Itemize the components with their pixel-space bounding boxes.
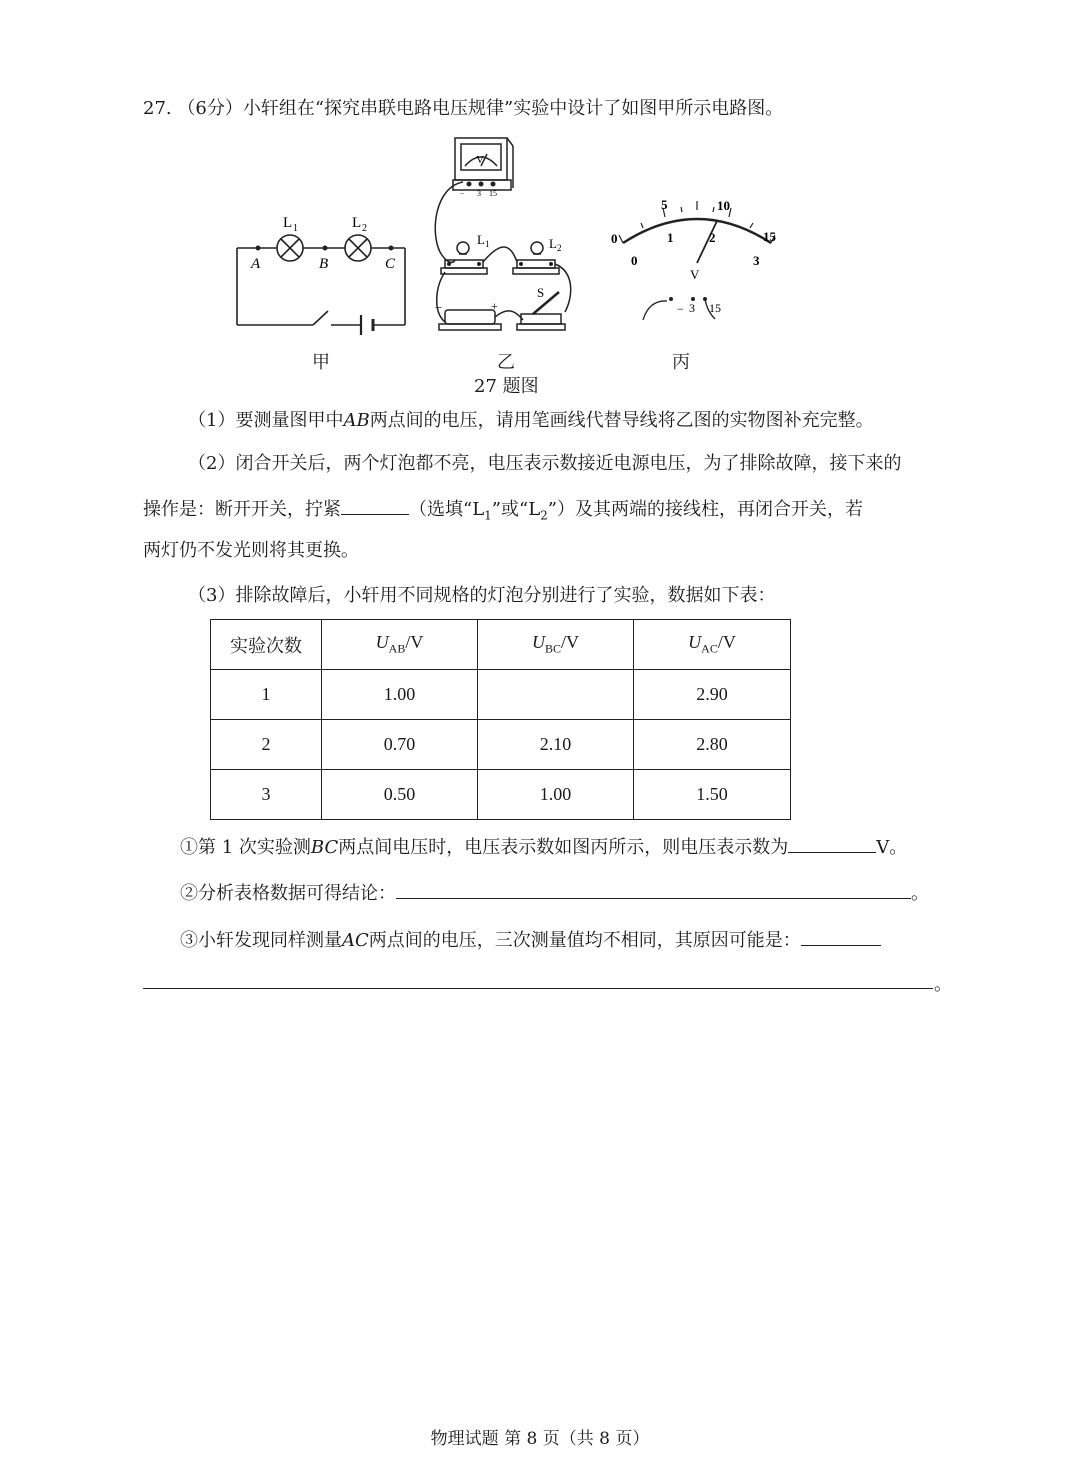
- yi-terminal-3: 3: [477, 189, 481, 198]
- jia-point-a: A: [251, 256, 261, 272]
- table-row: 3 0.50 1.00 1.50: [211, 770, 791, 820]
- sub-question-1: ①第 1 次实验测BC两点间电压时，电压表示数如图丙所示，则电压表示数为 V。: [180, 832, 907, 861]
- part-3: （3）排除故障后，小轩用不同规格的灯泡分别进行了实验，数据如下表：: [188, 585, 776, 606]
- bing-bottom-3: 3: [753, 253, 760, 268]
- table-row: 1 1.00 2.90: [211, 670, 791, 720]
- yi-terminal-15: 15: [489, 189, 497, 198]
- sub-question-2: ②分析表格数据可得结论： 。: [180, 878, 929, 907]
- sub-question-3-end: 。: [934, 974, 952, 995]
- svg-text:1: 1: [485, 239, 490, 249]
- part-1: （1）要测量图甲中AB两点间的电压，请用笔画线代替导线将乙图的实物图补充完整。: [188, 410, 874, 431]
- bing-bottom-2: 2: [709, 230, 716, 245]
- jia-l2-label: L: [352, 215, 362, 231]
- part-2-line3: 两灯仍不发光则将其更换。: [143, 540, 359, 561]
- yi-plus-label: +: [491, 299, 498, 313]
- question-number: 27.: [143, 98, 172, 119]
- bing-unit-v: V: [690, 267, 700, 282]
- table-cell-blank[interactable]: [478, 670, 634, 720]
- table-row: 2 0.70 2.10 2.80: [211, 720, 791, 770]
- yi-meter-v: V: [476, 154, 484, 166]
- bing-top-5: 5: [661, 197, 668, 212]
- header-uab: $U_{AB}/V$: [322, 620, 478, 670]
- figure-jia-circuit: [225, 205, 420, 345]
- table-header-row: [211, 620, 791, 670]
- jia-point-c: C: [385, 256, 396, 272]
- page-footer: 物理试题 第 8 页（共 8 页）: [430, 1429, 650, 1449]
- figure-jia-label: 甲: [312, 352, 330, 373]
- figure-bing-voltmeter: [605, 195, 790, 335]
- header-uac: $U_{AC}/V$: [634, 620, 791, 670]
- header-trial: 实验次数: [211, 620, 322, 670]
- bing-top-10: 10: [717, 198, 730, 213]
- part-2-line1: （2）闭合开关后，两个灯泡都不亮，电压表示数接近电源电压，为了排除故障，接下来的: [188, 453, 902, 474]
- yi-l2-label: L: [549, 236, 557, 251]
- figure-caption: 27 题图: [474, 376, 539, 397]
- jia-l1-label: L: [283, 215, 293, 231]
- answer-blank-conclusion[interactable]: [396, 878, 911, 899]
- figure-bing-label: 丙: [672, 352, 690, 373]
- svg-text:2: 2: [557, 243, 562, 253]
- yi-switch-label: S: [537, 285, 545, 300]
- bing-top-0: 0: [611, 231, 618, 246]
- jia-point-b: B: [319, 256, 329, 272]
- svg-text:2: 2: [362, 223, 367, 234]
- bing-terminal-minus: −: [677, 302, 684, 316]
- yi-terminal-minus: −: [460, 189, 465, 198]
- figure-yi-apparatus: [425, 132, 585, 342]
- svg-text:1: 1: [293, 223, 298, 234]
- answer-blank-voltage[interactable]: [788, 832, 876, 853]
- figure-yi-label: 乙: [497, 352, 515, 373]
- answer-blank-reason-line[interactable]: [143, 987, 933, 989]
- bing-top-15: 15: [763, 229, 776, 244]
- bing-bottom-1: 1: [667, 230, 674, 245]
- yi-minus-label: −: [435, 300, 443, 315]
- data-table: [210, 619, 791, 820]
- part-2-line2: 操作是：断开开关，拧紧 （选填“$L_1$”或“$L_2$”）及其两端的接线柱，再闭合开关，若: [143, 494, 863, 529]
- bing-terminal-15: 15: [709, 301, 721, 315]
- answer-blank-reason-start[interactable]: [801, 925, 881, 946]
- question-stem: [143, 96, 783, 122]
- sub-question-3: ③小轩发现同样测量AC两点间的电压，三次测量值均不相同，其原因可能是：: [180, 925, 881, 954]
- header-ubc: $U_{BC}/V$: [478, 620, 634, 670]
- answer-blank-lamp[interactable]: [341, 494, 409, 515]
- bing-bottom-0: 0: [631, 253, 638, 268]
- bing-terminal-3: 3: [689, 301, 695, 315]
- yi-l1-label: L: [477, 232, 485, 247]
- question-text: （6分）小轩组在“探究串联电路电压规律”实验中设计了如图甲所示电路图。: [177, 98, 784, 119]
